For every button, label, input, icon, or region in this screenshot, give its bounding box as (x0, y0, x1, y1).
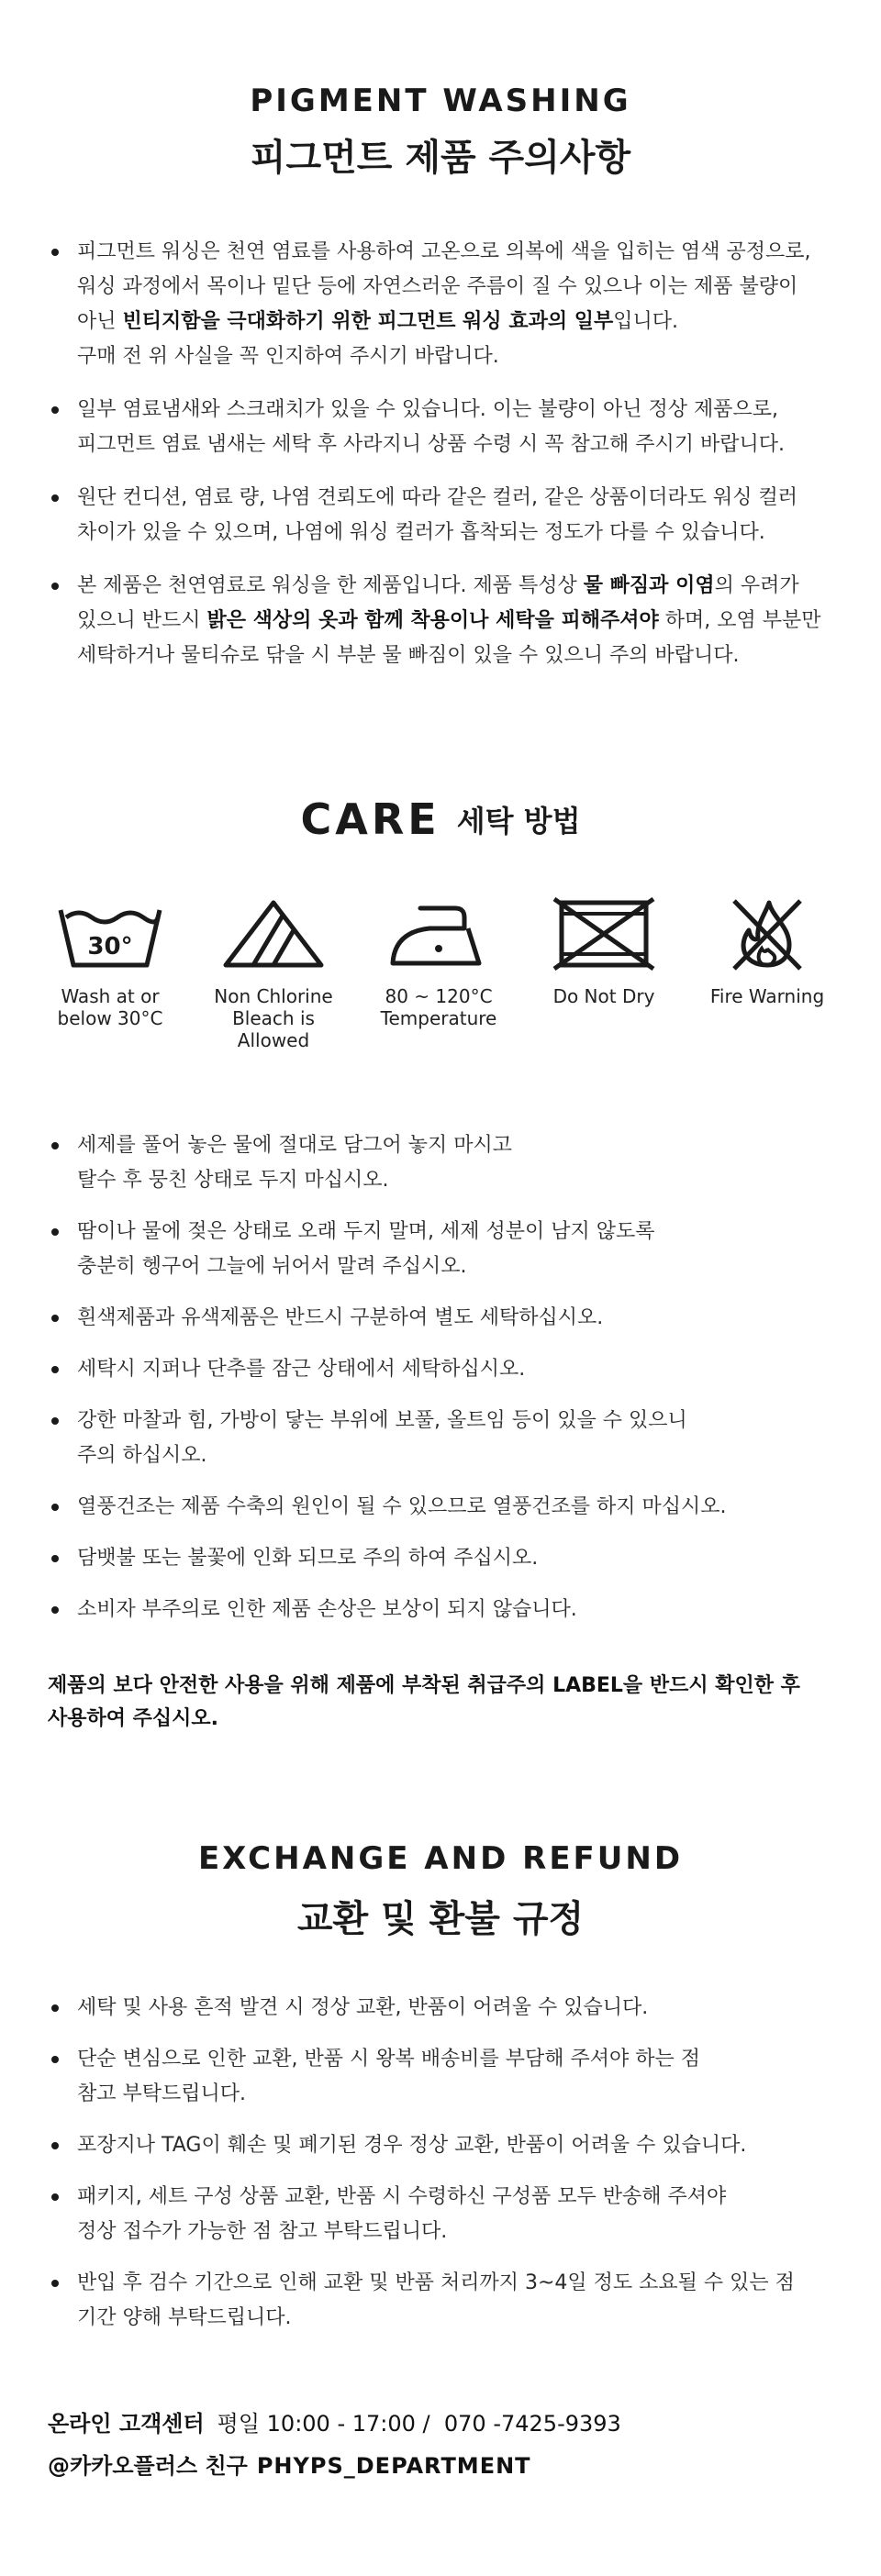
list-item: 원단 컨디션, 염료 량, 나염 견뢰도에 따라 같은 컬러, 같은 상품이더라도 워싱 컬러 차이가 있을 수 있으며, 나염에 워싱 컬러가 흡착되는 정도가 다를 수 있습니다. (48, 481, 846, 550)
fire-warning-icon (712, 897, 822, 971)
customer-center-info (48, 2409, 621, 2438)
pigment-notice-list (48, 235, 846, 673)
care-item-dry (521, 897, 686, 1007)
care-label: Fire Warning (709, 985, 825, 1007)
list-item: 포장지나 TAG이 훼손 및 폐기된 경우 정상 교환, 반품이 어려울 수 있습니다. (48, 2128, 846, 2163)
list-item: 담뱃불 또는 불꽃에 인화 되므로 주의 하여 주십시오. (48, 1541, 846, 1576)
care-item-iron (356, 897, 521, 1029)
care-title-en: CARE (300, 794, 440, 844)
do-not-dry-icon (549, 897, 659, 971)
care-icons-row (0, 897, 881, 1090)
exchange-title-ko: 교환 및 환불 규정 (296, 1898, 585, 1940)
list-item: 단순 변심으로 인한 교환, 반품 시 왕복 배송비를 부담해 주셔야 하는 점 참고 부탁드립니다. (48, 2042, 846, 2112)
care-label: Do Not Dry (552, 985, 655, 1007)
list-item: 일부 염료냄새와 스크래치가 있을 수 있습니다. 이는 불량이 아닌 정상 제품으로, 피그먼트 염료 냄새는 세탁 후 사라지니 상품 수령 시 꼭 참고해 주시기 바랍니다. (48, 393, 846, 462)
kakao-plus-info (48, 2451, 531, 2481)
kakao-plus-id[interactable]: PHYPS_DEPARTMENT (256, 2453, 531, 2479)
customer-center-hours: 평일 10:00 - 17:00 / (217, 2411, 430, 2437)
care-title (0, 794, 881, 849)
list-item: 본 제품은 천연염료로 워싱을 한 제품입니다. 제품 특성상 물 빠짐과 이염의 우려가 있으니 반드시 밝은 색상의 옷과 함께 착용이나 세탁을 피해주셔야 하며, 오염 부분만 세탁하거나 물티슈로 닦을 시 부분 물 빠짐이 있을 수 있으니 주의 바랍니다. (48, 569, 846, 673)
care-title-ko: 세탁 방법 (456, 804, 581, 838)
iron-icon (384, 897, 494, 971)
customer-center-phone[interactable]: 070 -7425-9393 (443, 2411, 621, 2437)
wash-30-icon (55, 897, 165, 971)
customer-center-label: 온라인 고객센터 (48, 2411, 205, 2437)
pigment-title-ko: 피그먼트 제품 주의사항 (250, 137, 631, 179)
list-item: 강한 마찰과 힘, 가방이 닿는 부위에 보풀, 올트임 등이 있을 수 있으니 주의 하십시오. (48, 1404, 846, 1473)
kakao-plus-label: @카카오플러스 친구 (48, 2453, 248, 2479)
care-label-note: 제품의 보다 안전한 사용을 위해 제품에 부착된 취급주의 LABEL을 반드시 확인한 후 사용하여 주십시오. (48, 1674, 800, 1730)
list-item: 패키지, 세트 구성 상품 교환, 반품 시 수령하신 구성품 모두 반송해 주셔야 정상 접수가 가능한 점 참고 부탁드립니다. (48, 2180, 846, 2249)
care-label: Wash at or below 30°C (57, 985, 163, 1029)
care-item-bleach (191, 897, 356, 1051)
care-item-wash (28, 897, 193, 1029)
exchange-notice-list (48, 1991, 846, 2336)
exchange-title-en: EXCHANGE AND REFUND (197, 1840, 684, 1877)
care-item-fire (685, 897, 850, 1007)
list-item: 땀이나 물에 젖은 상태로 오래 두지 말며, 세제 성분이 남지 않도록 충분히 헹구어 그늘에 뉘어서 말려 주십시오. (48, 1215, 846, 1284)
list-item: 세탁시 지퍼나 단추를 잠근 상태에서 세탁하십시오. (48, 1352, 846, 1387)
pigment-title-en: PIGMENT WASHING (250, 83, 631, 119)
wash-temp: 30° (87, 933, 133, 960)
list-item: 열풍건조는 제품 수축의 원인이 될 수 있으므로 열풍건조를 하지 마십시오. (48, 1490, 846, 1525)
non-chlorine-bleach-icon (218, 897, 329, 971)
care-label: Non Chlorine Bleach is Allowed (214, 985, 333, 1051)
list-item: 흰색제품과 유색제품은 반드시 구분하여 별도 세탁하십시오. (48, 1301, 846, 1336)
care-label: 80 ~ 120°C Temperature (380, 985, 497, 1029)
list-item: 반입 후 검수 기간으로 인해 교환 및 반품 처리까지 3~4일 정도 소요될 수 있는 점 기간 양해 부탁드립니다. (48, 2266, 846, 2336)
list-item: 피그먼트 워싱은 천연 염료를 사용하여 고온으로 의복에 색을 입히는 염색 공정으로, 워싱 과정에서 목이나 밑단 등에 자연스러운 주름이 질 수 있으나 이는 제품 불량이 아닌 빈티지함을 극대화하기 위한 피그먼트 워싱 효과의 일부입니다. 구매 전 위 사실을 꼭 인지하여 주시기 바랍니다. (48, 235, 846, 374)
list-item: 세제를 풀어 놓은 물에 절대로 담그어 놓지 마시고 탈수 후 뭉친 상태로 두지 마십시오. (48, 1128, 846, 1198)
care-notice-list (48, 1128, 846, 1627)
list-item: 소비자 부주의로 인한 제품 손상은 보상이 되지 않습니다. (48, 1593, 846, 1627)
list-item: 세탁 및 사용 흔적 발견 시 정상 교환, 반품이 어려울 수 있습니다. (48, 1991, 846, 2026)
